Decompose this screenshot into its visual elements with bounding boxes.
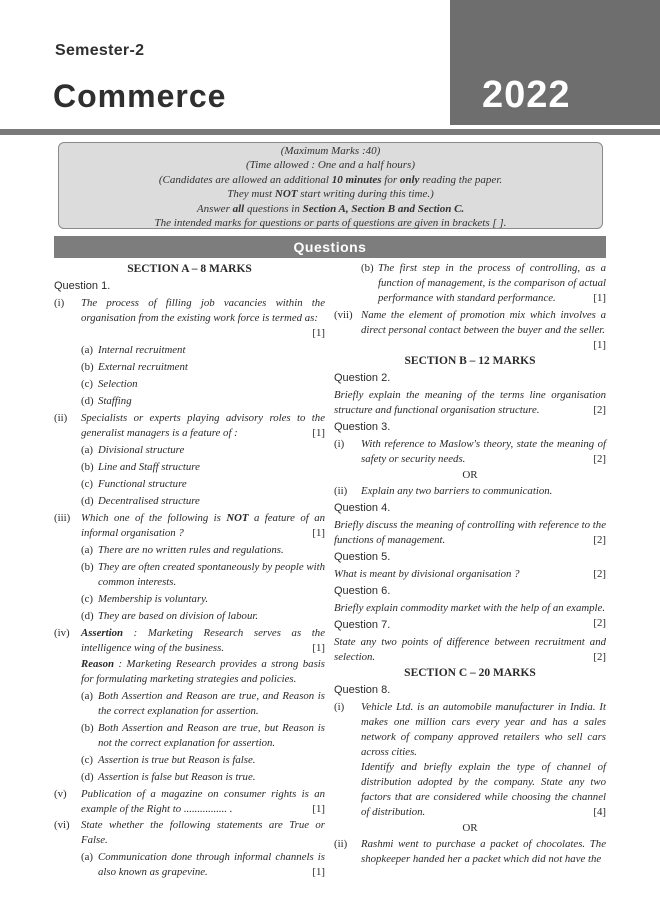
marks: [4] — [593, 806, 606, 818]
option: (d) Decentralised structure — [81, 495, 200, 507]
question-2-heading: Question 2. — [334, 372, 391, 384]
semester-label: Semester-2 — [55, 42, 145, 59]
question-1-i: (i) The process of filling job vacancies within the organisation from the existing work force is termed as: [1] — [54, 297, 325, 339]
marks: [1] — [312, 527, 325, 539]
marks-note: The intended marks for questions or parts of questions are given in brackets [ ]. — [154, 217, 507, 230]
marks: [1] — [312, 427, 325, 439]
right-column — [334, 261, 606, 868]
option: (d) Staffing — [81, 395, 132, 407]
marks: [1] — [593, 292, 606, 304]
marks: [1] — [312, 866, 325, 878]
option: (a) Internal recruitment — [81, 344, 186, 356]
question-8-heading: Question 8. — [334, 684, 391, 696]
option: (b) Both Assertion and Reason are true, but Reason is not the correct explanation for assertion. — [81, 722, 325, 749]
option: (a) Both Assertion and Reason are true, and Reason is the correct explanation for assertion. — [81, 690, 325, 717]
option: (a) Divisional structure — [81, 444, 185, 456]
question-1-iv-reason: Reason : Marketing Research provides a strong basis for formulating marketing strategies and policies. — [81, 658, 325, 685]
left-column — [54, 261, 325, 882]
question-1-ii: (ii) Specialists or experts playing advisory roles to the generalist managers is a feature of : [1] — [54, 412, 325, 439]
option: (b) The first step in the process of controlling, as a function of management, is the comparison of actual performance with standard performance. [1] — [361, 262, 606, 304]
marks: [2] — [593, 534, 606, 546]
question-3-heading: Question 3. — [334, 421, 391, 433]
header-divider — [0, 129, 660, 135]
marks: [2] — [593, 568, 606, 580]
or-separator: OR — [462, 822, 478, 834]
marks: [1] — [312, 642, 325, 654]
question-1-vii: (vii) Name the element of promotion mix which involves a direct personal contact between the buyer and the seller. [1] — [334, 309, 606, 351]
question-7-text: State any two points of difference between recruitment and selection. [2] — [334, 636, 606, 663]
questions-heading: Questions — [54, 236, 606, 258]
marks: [2] — [593, 617, 606, 629]
option: (d) They are based on division of labour. — [81, 610, 259, 622]
question-6-heading: Question 6. — [334, 585, 391, 597]
question-8-ii: (ii) Rashmi went to purchase a packet of chocolates. The shopkeeper handed her a packet which did not have the — [334, 838, 606, 865]
marks: [2] — [593, 404, 606, 416]
question-5-text: What is meant by divisional organisation ? [2] — [334, 568, 606, 580]
subject-title: Commerce — [53, 78, 227, 114]
time-allowed: (Time allowed : One and a half hours) — [246, 159, 415, 172]
section-a-heading: SECTION A – 8 MARKS — [127, 263, 252, 275]
option: (d) Assertion is false but Reason is true. — [81, 771, 256, 783]
marks: [1] — [312, 803, 325, 815]
option: (a) There are no written rules and regulations. — [81, 544, 284, 556]
option: (c) Membership is voluntary. — [81, 593, 209, 605]
question-1-iv: (iv) Assertion : Marketing Research serves as the intelligence wing of the business. [1] — [54, 627, 325, 654]
question-3-i: (i) With reference to Maslow's theory, state the meaning of safety or security needs. [2] — [334, 438, 606, 465]
question-4-text: Briefly discuss the meaning of controlling with reference to the functions of management. [2] — [334, 519, 606, 546]
option: (c) Functional structure — [81, 478, 187, 490]
marks: [1] — [593, 339, 606, 351]
question-6-text: Briefly explain commodity market with the help of an example. [2] — [334, 602, 606, 629]
question-3-ii: (ii) Explain any two barriers to communication. — [334, 485, 553, 497]
question-7-heading: Question 7. — [334, 619, 391, 631]
answer-all-note: Answer all questions in Section A, Section B and Section C. — [196, 202, 465, 215]
marks: [2] — [593, 453, 606, 465]
reading-time-note: (Candidates are allowed an additional 10 minutes for only reading the paper. — [158, 173, 503, 186]
question-1-v: (v) Publication of a magazine on consumer rights is an example of the Right to ................ . [1] — [54, 788, 325, 815]
option: (c) Assertion is true but Reason is false. — [81, 754, 256, 766]
max-marks: (Maximum Marks :40) — [280, 145, 381, 157]
option: (b) External recruitment — [81, 361, 188, 373]
option: (a) Communication done through informal channels is also known as grapevine. [1] — [81, 851, 325, 878]
question-5-heading: Question 5. — [334, 551, 391, 563]
option: (b) They are often created spontaneously by people with common interests. — [81, 561, 325, 588]
marks: [2] — [593, 651, 606, 663]
year-label: 2022 — [482, 74, 571, 116]
question-1-heading: Question 1. — [54, 280, 111, 292]
marks: [1] — [312, 327, 325, 339]
question-8-i: (i) Vehicle Ltd. is an automobile manufacturer in India. It makes one million cars every year and has a sales network of company approved retailers who sell cars across cities. Identify and briefly explain the type of channel of distribution adopted by the company. State any two factors that are considered while choosing the channel of distribution. [4] — [334, 701, 606, 818]
section-b-heading: SECTION B – 12 MARKS — [404, 355, 536, 367]
question-2-text: Briefly explain the meaning of the terms line organisation structure and functional organisation structure. [2] — [334, 389, 606, 416]
question-1-iii: (iii) Which one of the following is NOT a feature of an informal organisation ? [1] — [54, 512, 325, 539]
section-c-heading: SECTION C – 20 MARKS — [404, 667, 536, 679]
option: (c) Selection — [81, 378, 138, 390]
option: (b) Line and Staff structure — [81, 461, 200, 473]
or-separator: OR — [462, 469, 478, 481]
instructions-box — [58, 142, 603, 229]
no-writing-note: They must NOT start writing during this time.) — [227, 188, 434, 201]
question-4-heading: Question 4. — [334, 502, 391, 514]
question-1-vi: (vi) State whether the following statements are True or False. — [54, 819, 325, 846]
